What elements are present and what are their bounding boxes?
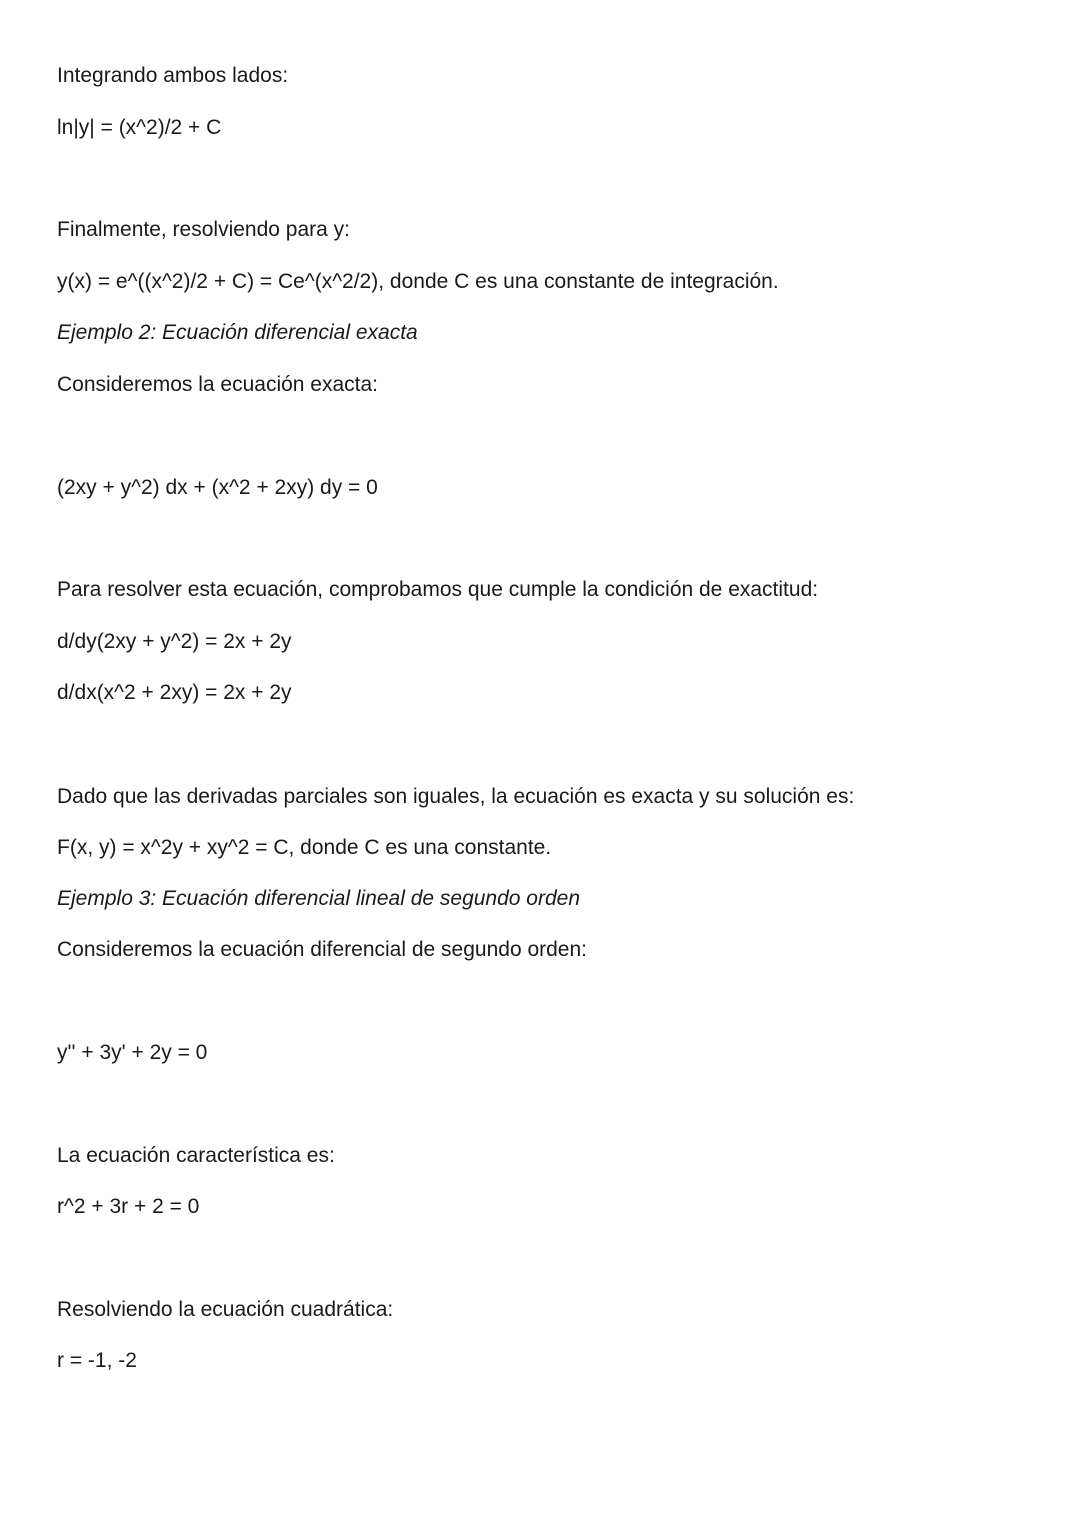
text-dado-que: Dado que las derivadas parciales son iguales, la ecuación es exacta y su solución es:: [57, 785, 855, 808]
text-consideremos-segundo-orden: Consideremos la ecuación diferencial de segundo orden:: [57, 938, 588, 961]
text-ecuacion-caracteristica: La ecuación característica es:: [57, 1144, 335, 1167]
equation-roots: r = -1, -2: [57, 1349, 137, 1372]
heading-ejemplo-2: Ejemplo 2: Ecuación diferencial exacta: [57, 321, 418, 344]
equation-exacta: (2xy + y^2) dx + (x^2 + 2xy) dy = 0: [57, 476, 378, 499]
text-para-resolver: Para resolver esta ecuación, comprobamos que cumple la condición de exactitud:: [57, 578, 819, 601]
equation-solution-y: y(x) = e^((x^2)/2 + C) = Ce^(x^2/2), donde C es una constante de integración.: [57, 270, 779, 293]
text-resolviendo-cuadratica: Resolviendo la ecuación cuadrática:: [57, 1298, 394, 1321]
equation-ln-y: ln|y| = (x^2)/2 + C: [57, 116, 222, 139]
equation-ddy: d/dy(2xy + y^2) = 2x + 2y: [57, 630, 292, 653]
equation-F: F(x, y) = x^2y + xy^2 = C, donde C es una constante.: [57, 836, 552, 859]
heading-ejemplo-3: Ejemplo 3: Ecuación diferencial lineal de segundo orden: [57, 887, 581, 910]
text-finalmente: Finalmente, resolviendo para y:: [57, 218, 350, 241]
text-consideremos-exacta: Consideremos la ecuación exacta:: [57, 373, 379, 396]
equation-segundo-orden: y'' + 3y' + 2y = 0: [57, 1041, 208, 1064]
equation-caracteristica: r^2 + 3r + 2 = 0: [57, 1195, 200, 1218]
text-integrando: Integrando ambos lados:: [57, 64, 289, 87]
equation-ddx: d/dx(x^2 + 2xy) = 2x + 2y: [57, 681, 292, 704]
